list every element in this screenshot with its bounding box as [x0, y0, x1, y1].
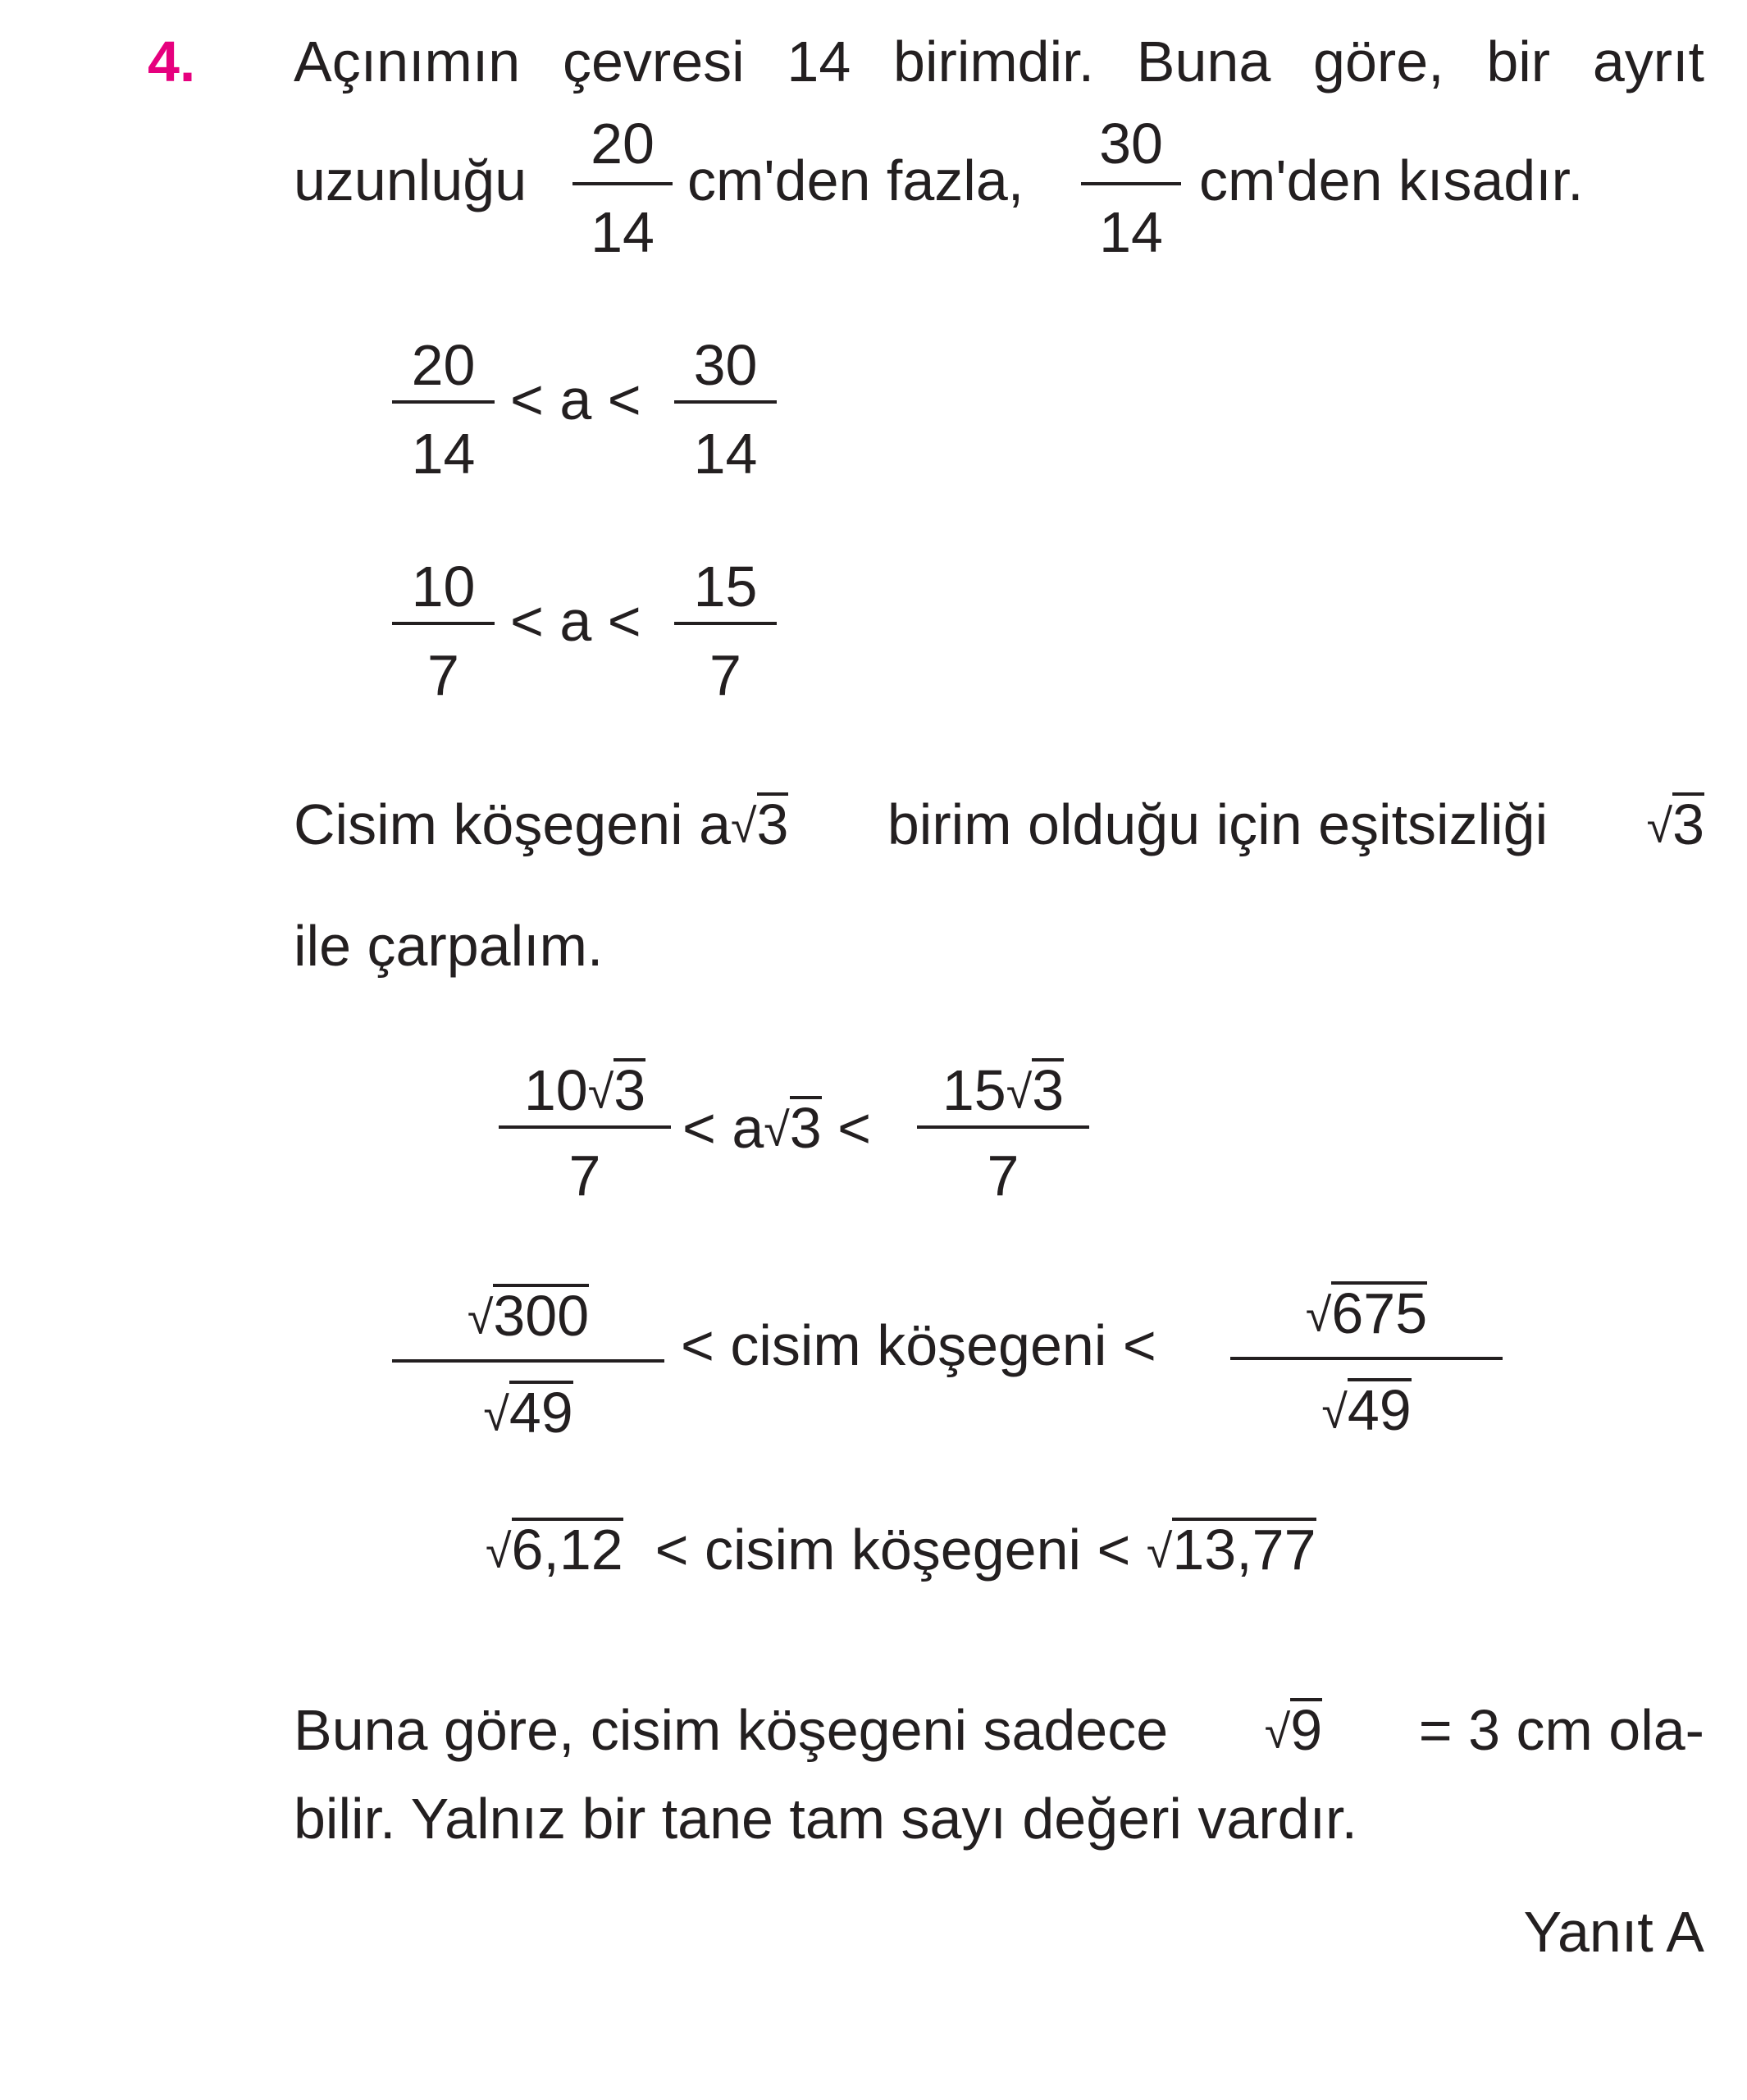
fraction-numerator: 20 — [411, 333, 476, 397]
fraction-bar — [499, 1125, 671, 1129]
p3-segment-b: = 3 cm ola- — [1418, 1698, 1704, 1762]
sqrt-6-12: √6,12 — [486, 1518, 623, 1582]
p2-segment-b: birim olduğu için eşitsizliği — [887, 792, 1549, 856]
fraction-bar — [392, 1359, 664, 1363]
ineq3-middle: < a√3 < — [682, 1096, 872, 1160]
statement-line-1: Açınımın çevresi 14 birimdir. Buna göre, bir ayrıt — [294, 30, 1704, 94]
ineq2-left-fraction — [392, 555, 495, 707]
ineq3-left-fraction — [499, 1058, 671, 1206]
fraction-denominator — [392, 1381, 664, 1445]
ineq5: √6,12 < cisim köşegeni < √13,77 — [486, 1518, 1316, 1582]
statement-line-2-part1: uzunluğu — [294, 148, 527, 212]
fraction-bar — [917, 1125, 1089, 1129]
statement-line-2-part3: cm'den kısadır. — [1199, 148, 1584, 212]
statement-line-2-part2: cm'den fazla, — [687, 148, 1024, 212]
sqrt-13-77: √13,77 — [1146, 1518, 1316, 1582]
sqrt-300: √300 — [467, 1284, 590, 1348]
ineq2-middle: < a < — [510, 589, 641, 653]
fraction-numerator: 20 — [591, 112, 655, 176]
fraction-20-14 — [572, 112, 673, 264]
sqrt-3: √3 — [1006, 1058, 1065, 1122]
paragraph-3-line-1 — [294, 1698, 1704, 1762]
ineq2-right-fraction — [674, 555, 777, 707]
fraction-numerator: 15√3 — [942, 1058, 1065, 1122]
fraction-numerator: 15 — [693, 555, 758, 619]
paragraph-2-line-1 — [294, 792, 1704, 856]
fraction-numerator — [1230, 1281, 1503, 1345]
sqrt-3-end: √3 — [1646, 792, 1704, 856]
fraction-numerator: 10√3 — [523, 1058, 646, 1122]
fraction-bar — [1230, 1357, 1503, 1360]
fraction-numerator: 10 — [411, 555, 476, 619]
fraction-30-14 — [1081, 112, 1181, 264]
fraction-numerator: 30 — [1099, 112, 1163, 176]
fraction-denominator: 14 — [411, 422, 476, 486]
ineq1-left-fraction — [392, 333, 495, 486]
ineq4-right-fraction — [1230, 1281, 1503, 1441]
fraction-denominator — [1230, 1378, 1503, 1442]
p3-segment-a: Buna göre, cisim köşegeni sadece — [294, 1698, 1169, 1762]
sqrt-3: √3 — [731, 792, 789, 856]
fraction-denominator: 14 — [1099, 200, 1163, 264]
fraction-bar — [392, 400, 495, 404]
fraction-numerator — [392, 1284, 664, 1348]
p2-segment-a: Cisim köşegeni a √3 — [294, 792, 789, 856]
sqrt-49: √49 — [1321, 1378, 1412, 1442]
sqrt-675: √675 — [1305, 1281, 1428, 1345]
sqrt-3: √3 — [587, 1058, 646, 1122]
ineq4-middle: < cisim köşegeni < — [681, 1313, 1156, 1377]
fraction-bar — [674, 622, 777, 625]
sqrt-3: √3 — [764, 1096, 822, 1160]
ineq1-right-fraction — [674, 333, 777, 486]
paragraph-3-line-2: bilir. Yalnız bir tane tam sayı değeri vardır. — [294, 1787, 1357, 1851]
fraction-denominator: 7 — [709, 643, 741, 707]
paragraph-2-line-2: ile çarpalım. — [294, 914, 604, 978]
fraction-denominator: 14 — [591, 200, 655, 264]
fraction-bar — [1081, 182, 1181, 185]
fraction-bar — [392, 622, 495, 625]
answer: Yanıt A — [1523, 1900, 1704, 1964]
fraction-bar — [572, 182, 673, 185]
fraction-denominator: 7 — [427, 643, 459, 707]
sqrt-9: √9 — [1264, 1698, 1323, 1762]
fraction-denominator: 7 — [568, 1144, 601, 1208]
fraction-denominator: 14 — [693, 422, 758, 486]
ineq1-middle: < a < — [510, 368, 641, 431]
problem-number: 4. — [148, 30, 196, 94]
ineq3-right-fraction — [917, 1058, 1089, 1206]
fraction-bar — [674, 400, 777, 404]
fraction-denominator: 7 — [987, 1144, 1019, 1208]
sqrt-49: √49 — [483, 1381, 573, 1445]
fraction-numerator: 30 — [693, 333, 758, 397]
ineq4-left-fraction — [392, 1284, 664, 1444]
